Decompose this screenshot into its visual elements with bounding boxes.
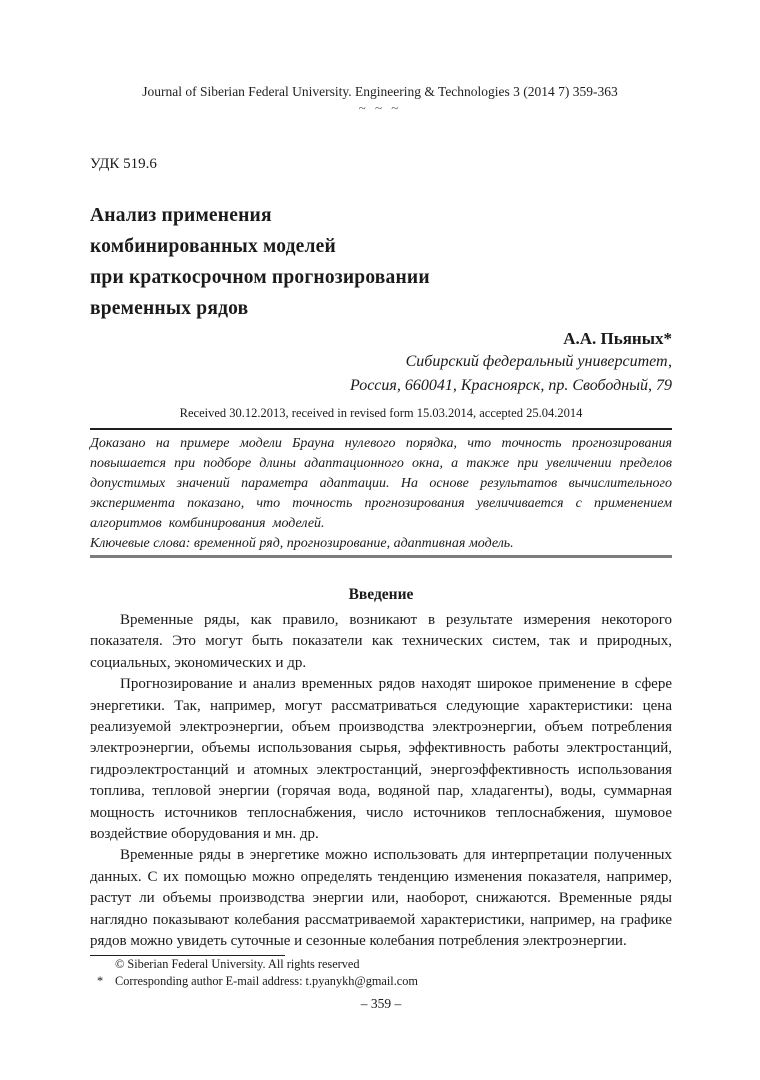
journal-header: Journal of Siberian Federal University. Engineering & Technologies 3 (2014 7) 359-363 (142, 84, 618, 99)
article-title-line: Анализ применения (90, 205, 272, 226)
body-paragraph: Временные ряды, как правило, возникают в результате измерения некоторого показателя. Это могут быть показатели как технических систем, так и природных, социальных, экономических и др. (90, 612, 672, 671)
tilde-ornament: ~ ~ ~ (358, 100, 402, 115)
footnote-asterisk-marker: * (97, 973, 104, 988)
author-block (90, 327, 672, 398)
article-title-line: при краткосрочном прогнозировании (90, 267, 430, 288)
affiliation-line: Сибирский федеральный университет, (405, 353, 672, 370)
article-title-line: временных рядов (90, 298, 249, 319)
corresponding-author-text: Corresponding author E-mail address: t.pyanykh@gmail.com (115, 973, 418, 988)
article-body (90, 610, 672, 953)
abstract-text: Доказано на примере модели Брауна нулевого порядка, что точность прогнозирования повышается при подборе длины адаптационного окна, а также при увеличении пределов допустимых значений параметра адаптации. На основе результатов вычислительного эксперимента показано, что точность прогнозирования увеличивается с применением алгоритмов комбинирования моделей. (90, 436, 672, 531)
keywords-line: Ключевые слова: временной ряд, прогнозирование, адаптивная модель. (90, 536, 514, 551)
article-title (90, 200, 672, 324)
copyright-line: © Siberian Federal University. All rights reserved (115, 956, 360, 971)
abstract-bottom-rule (90, 555, 672, 558)
article-title-line: комбинированных моделей (90, 236, 336, 257)
author-name: А.А. Пьяных* (563, 329, 672, 348)
udc-code: УДК 519.6 (90, 156, 157, 172)
body-paragraph: Прогнозирование и анализ временных рядов находят широкое применение в сфере энергетики. Так, например, могут рассматриваться следующие характеристики: цена реализуемой электроэнергии, объем производства электроэнергии, объем потребления электроэнергии, объемы использования сырья, эффективность работы электростанций, гидроэлектростанций и атомных электростанций, энергоэффективность использования топлива, тепловой энергии (горячая вода, водяной пар, хладагенты), воды, суммарная мощность источников теплоснабжения, число источников теплоснабжения, шумовое воздействие оборудования и мн. др. (90, 676, 672, 843)
abstract-top-rule (90, 428, 672, 430)
section-heading-introduction: Введение (348, 586, 414, 603)
page-footer (90, 955, 672, 1012)
corresponding-author-line (90, 973, 672, 990)
page-number: – 359 – (360, 995, 402, 1011)
body-paragraph: Временные ряды в энергетике можно использовать для интерпретации полученных данных. С их помощью можно определять тенденцию изменения показателя, например, растут ли объемы производства энергии или, наоборот, снижаются. Временные ряды наглядно показывают колебания рассматриваемой характеристики, например, на графике рядов можно увидеть суточные и сезонные колебания потребления электроэнергии. (90, 847, 672, 950)
received-dates: Received 30.12.2013, received in revised form 15.03.2014, accepted 25.04.2014 (179, 406, 583, 420)
affiliation-line: Россия, 660041, Красноярск, пр. Свободный, 79 (350, 377, 672, 394)
